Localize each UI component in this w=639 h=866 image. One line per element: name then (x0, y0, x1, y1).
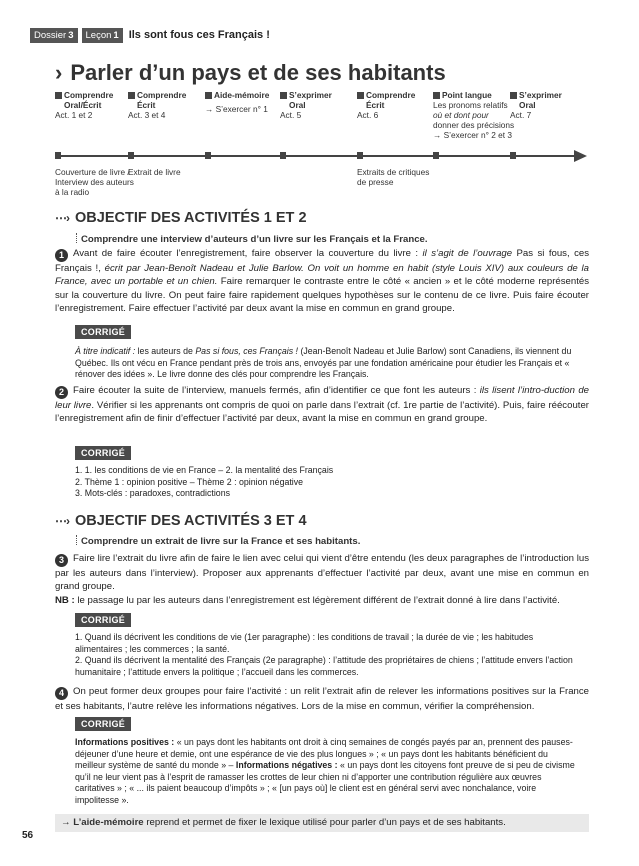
dotted-bar-icon (76, 233, 77, 243)
answer-line: 1. Quand ils décrivent les conditions de vie (1er paragraphe) : les conditions de travail ; la durée de vie ; les habitudes alimentaires ; les commerces ; la santé. (75, 632, 534, 654)
text-run: Pas si fous, ces Français !, (55, 248, 589, 274)
step-detail: où et dont pour (433, 110, 489, 120)
corrige-badge: CORRIGÉ (75, 325, 131, 339)
step-activity: Act. 3 et 4 (128, 110, 166, 120)
activity-number-badge: 4 (55, 687, 68, 700)
square-bullet-icon (510, 92, 517, 99)
step-subtitle: Oral/Écrit (64, 100, 102, 110)
step-title: Comprendre (366, 90, 416, 100)
activity-number-badge: 1 (55, 249, 68, 262)
text-run: Faire écouter la suite de l’interview, manuels fermés, afin d’identifier ce que font les auteurs : (73, 385, 477, 396)
step-activity: Act. 7 (510, 110, 532, 120)
timeline-step-3 (205, 90, 269, 114)
square-bullet-icon (55, 92, 62, 99)
step-title: Comprendre (64, 90, 114, 100)
timeline-tick (280, 152, 286, 159)
step-subtitle: Oral (289, 100, 306, 110)
step-activity: Act. 5 (280, 110, 302, 120)
lesson-title: Ils sont fous ces Français ! (128, 29, 270, 41)
text-run: On peut former deux groupes pour faire l’activité : un relit l’extrait afin de relever les informations positives sur la France et ses habitants, l’autre relève les informations négatives. Lors de la mise en commun, vérifier la compréhension. (55, 686, 589, 712)
text-run: le passage lu par les auteurs dans l’enregistrement est légèrement différent de l’extrait donné à lire dans l’activité. (77, 594, 560, 606)
lecon-tab (82, 28, 123, 43)
activity-number-badge: 3 (55, 554, 68, 567)
objective-subtitle-text: Comprendre un extrait de livre sur la France et ses habitants. (81, 536, 361, 547)
square-bullet-icon (433, 92, 440, 99)
timeline-tick (357, 152, 363, 159)
square-bullet-icon (205, 92, 212, 99)
activity-4-paragraph (55, 685, 589, 713)
step-subtitle: Oral (519, 100, 536, 110)
step-subtitle: Les pronoms relatifs (433, 100, 508, 110)
corrige-text-4 (75, 737, 580, 806)
objective-subtitle-2 (76, 535, 360, 547)
text-run: « un pays dont les citoyens font preuve de si peu de civisme qu’il ne leur vient pas à l’esprit de ramasser les crottes de leur chien ni d’apporter une contribution régulière aux œuvres caritatives » ; « ... ils paient beaucoup d’impôts » ; « [un pays où] le client est en général servi avec nonchalance, voire impolitesse ». (75, 760, 575, 805)
doc-line: à la radio (55, 187, 90, 197)
text-run: Informations positives : (75, 737, 175, 747)
arrow-right-icon: → (61, 817, 71, 828)
step-title: Aide-mémoire (214, 90, 270, 100)
objective-heading-1 (55, 210, 307, 226)
step-subtitle: Écrit (366, 100, 385, 110)
answer-line: 1. 1. les conditions de vie en France – 2. la mentalité des Français (75, 465, 334, 475)
timeline-step-6 (433, 90, 514, 140)
objective-subtitle-1 (76, 233, 428, 245)
step-title: S’exprimer (289, 90, 332, 100)
dotted-arrow-icon: ⋯› (55, 211, 69, 225)
lecon-label: Leçon (85, 29, 112, 41)
timeline-step-1 (55, 90, 113, 120)
activity-3-paragraph (55, 552, 589, 607)
text-run: . Vérifier si les apprenants ont compris de quoi on parle dans l’extrait (cf. 1re partie de l’activité). Puis, faire réécouter l’enregistrement afin de finir d’effectuer l’activité par deux, avant la mise en commun en grand groupe. (55, 400, 589, 425)
timeline-step-7 (510, 90, 562, 120)
corrige-badge: CORRIGÉ (75, 717, 131, 731)
corrige-badge: CORRIGÉ (75, 613, 131, 627)
timeline-step-2 (128, 90, 186, 120)
step-detail: donner des précisions (433, 120, 515, 130)
text-run: À titre indicatif : (75, 346, 136, 356)
text-run: NB : (55, 594, 75, 606)
activity-1-paragraph (55, 247, 589, 315)
timeline-tick (128, 152, 134, 159)
timeline-step-4 (280, 90, 332, 120)
timeline-tick (433, 152, 439, 159)
objective-title: OBJECTIF DES ACTIVITÉS 3 ET 4 (75, 513, 307, 529)
dotted-bar-icon (76, 535, 77, 545)
text-run: « un pays dont les habitants ont droit à cinq semaines de congés payés par an, prennent des pauses-déjeuner d’une heure et demie, ont une espérance de vie des plus longues » ; « un pays dont les habitants bénéficient du meilleur système de santé du monde » – (75, 737, 573, 770)
step-exercise-link: → S’exercer n° 2 et 3 (433, 130, 512, 140)
text-run: ils lisent l’intro-duction de leur livre (55, 385, 589, 411)
answer-line: 2. Quand ils décrivent la mentalité des Français (2e paragraphe) : l’attitude des propriétaires de chiens ; l’attitude envers l’action humanitaire ; l’attitude envers la politique ; l’accueil dans les commerces. (75, 655, 573, 677)
activity-number-badge: 2 (55, 386, 68, 399)
timeline-tick (55, 152, 61, 159)
text-run: les auteurs de (137, 346, 193, 356)
square-bullet-icon (128, 92, 135, 99)
dossier-label: Dossier (34, 29, 67, 41)
page-number: 56 (22, 830, 34, 841)
chevron-right-icon: › (55, 60, 63, 85)
timeline-doc-2 (128, 167, 181, 177)
step-title: S’exprimer (519, 90, 562, 100)
objective-subtitle-text: Comprendre une interview d’auteurs d’un livre sur les Français et la France. (81, 234, 428, 245)
timeline-step-5 (357, 90, 415, 120)
doc-line: Extraits de critiques (357, 167, 430, 177)
timeline-doc-3 (357, 167, 429, 187)
step-title: Comprendre (137, 90, 187, 100)
dotted-arrow-icon: ⋯› (55, 514, 69, 528)
dossier-tab (30, 28, 78, 43)
corrige-text-2 (75, 465, 580, 500)
doc-line: Extrait de livre (128, 167, 181, 177)
objective-title: OBJECTIF DES ACTIVITÉS 1 ET 2 (75, 210, 307, 226)
aide-memoire-note (55, 814, 589, 832)
text-run: il s’agit de l’ouvrage (422, 248, 513, 259)
step-exercise-link: → S’exercer n° 1 (205, 104, 268, 114)
timeline-tick (510, 152, 516, 159)
text-run: (Jean-Benoît Nadeau et Julie Barlow) sont Canadiens, ils viennent du Québec. Ils ont vécu en France pendant près de trois ans, envoyés par une fondation américaine pour étudier les Français et « rénover des idées ». Le livre donne des clés pour comprendre les Français. (75, 346, 572, 379)
timeline-doc-1 (55, 167, 134, 197)
activity-2-paragraph (55, 384, 589, 426)
page-title (55, 60, 446, 86)
timeline-tick (205, 152, 211, 159)
timeline-line (55, 155, 583, 157)
step-title: Point langue (442, 90, 492, 100)
step-activity: Act. 6 (357, 110, 379, 120)
header-bar (30, 27, 270, 43)
corrige-text-1 (75, 346, 580, 381)
square-bullet-icon (357, 92, 364, 99)
step-subtitle: Écrit (137, 100, 156, 110)
note-text: reprend et permet de fixer le lexique utilisé pour parler d’un pays et de ses habitants. (146, 817, 506, 828)
step-activity: Act. 1 et 2 (55, 110, 93, 120)
corrige-badge: CORRIGÉ (75, 446, 131, 460)
square-bullet-icon (280, 92, 287, 99)
answer-line: 2. Thème 1 : opinion positive – Thème 2 : opinion négative (75, 476, 304, 487)
doc-line: de presse (357, 177, 394, 187)
text-run: Informations négatives : (235, 760, 338, 770)
dossier-number: 3 (68, 29, 74, 41)
text-run: Faire remarquer le contraste entre le côté « ancien » et le côté moderne représentés sur la couverture du livre. On peut faire faire rapidement quelques hypothèses sur le contenu de ce livre. Puis faire écouter l’enregistrement. Faire effectuer l’activité par deux avant la mise en commun en grand groupe. (55, 276, 589, 314)
objective-heading-2 (55, 513, 307, 529)
page-title-text: Parler d’un pays et de ses habitants (70, 60, 446, 85)
doc-line: Interview des auteurs (55, 177, 134, 187)
doc-line: Couverture de livre / (55, 167, 130, 177)
corrige-text-3 (75, 632, 580, 678)
text-run: Avant de faire écouter l’enregistrement, faire observer la couverture du livre : (73, 248, 419, 259)
text-run: Faire lire l’extrait du livre afin de faire le lien avec celui qui vient d’être entendu (les deux paragraphes de l’introduction lus par les auteurs dans l’interview). Proposer aux apprenants d’effectuer l’activité par deux, avant une mise en commun en grand groupe. (55, 553, 589, 593)
answer-line: 3. Mots-clés : paradoxes, contradictions (75, 488, 230, 498)
lecon-number: 1 (113, 29, 119, 41)
text-run: Pas si fous, ces Français ! (195, 346, 298, 356)
text-run: écrit par Jean-Benoît Nadeau et Julie Barlow. On voit un homme en habit (style Louis XIV) aux couleurs de la France, avec un portable et un chien. (55, 263, 589, 288)
note-highlight: L’aide-mémoire (73, 817, 144, 828)
arrow-right-icon (574, 150, 587, 162)
